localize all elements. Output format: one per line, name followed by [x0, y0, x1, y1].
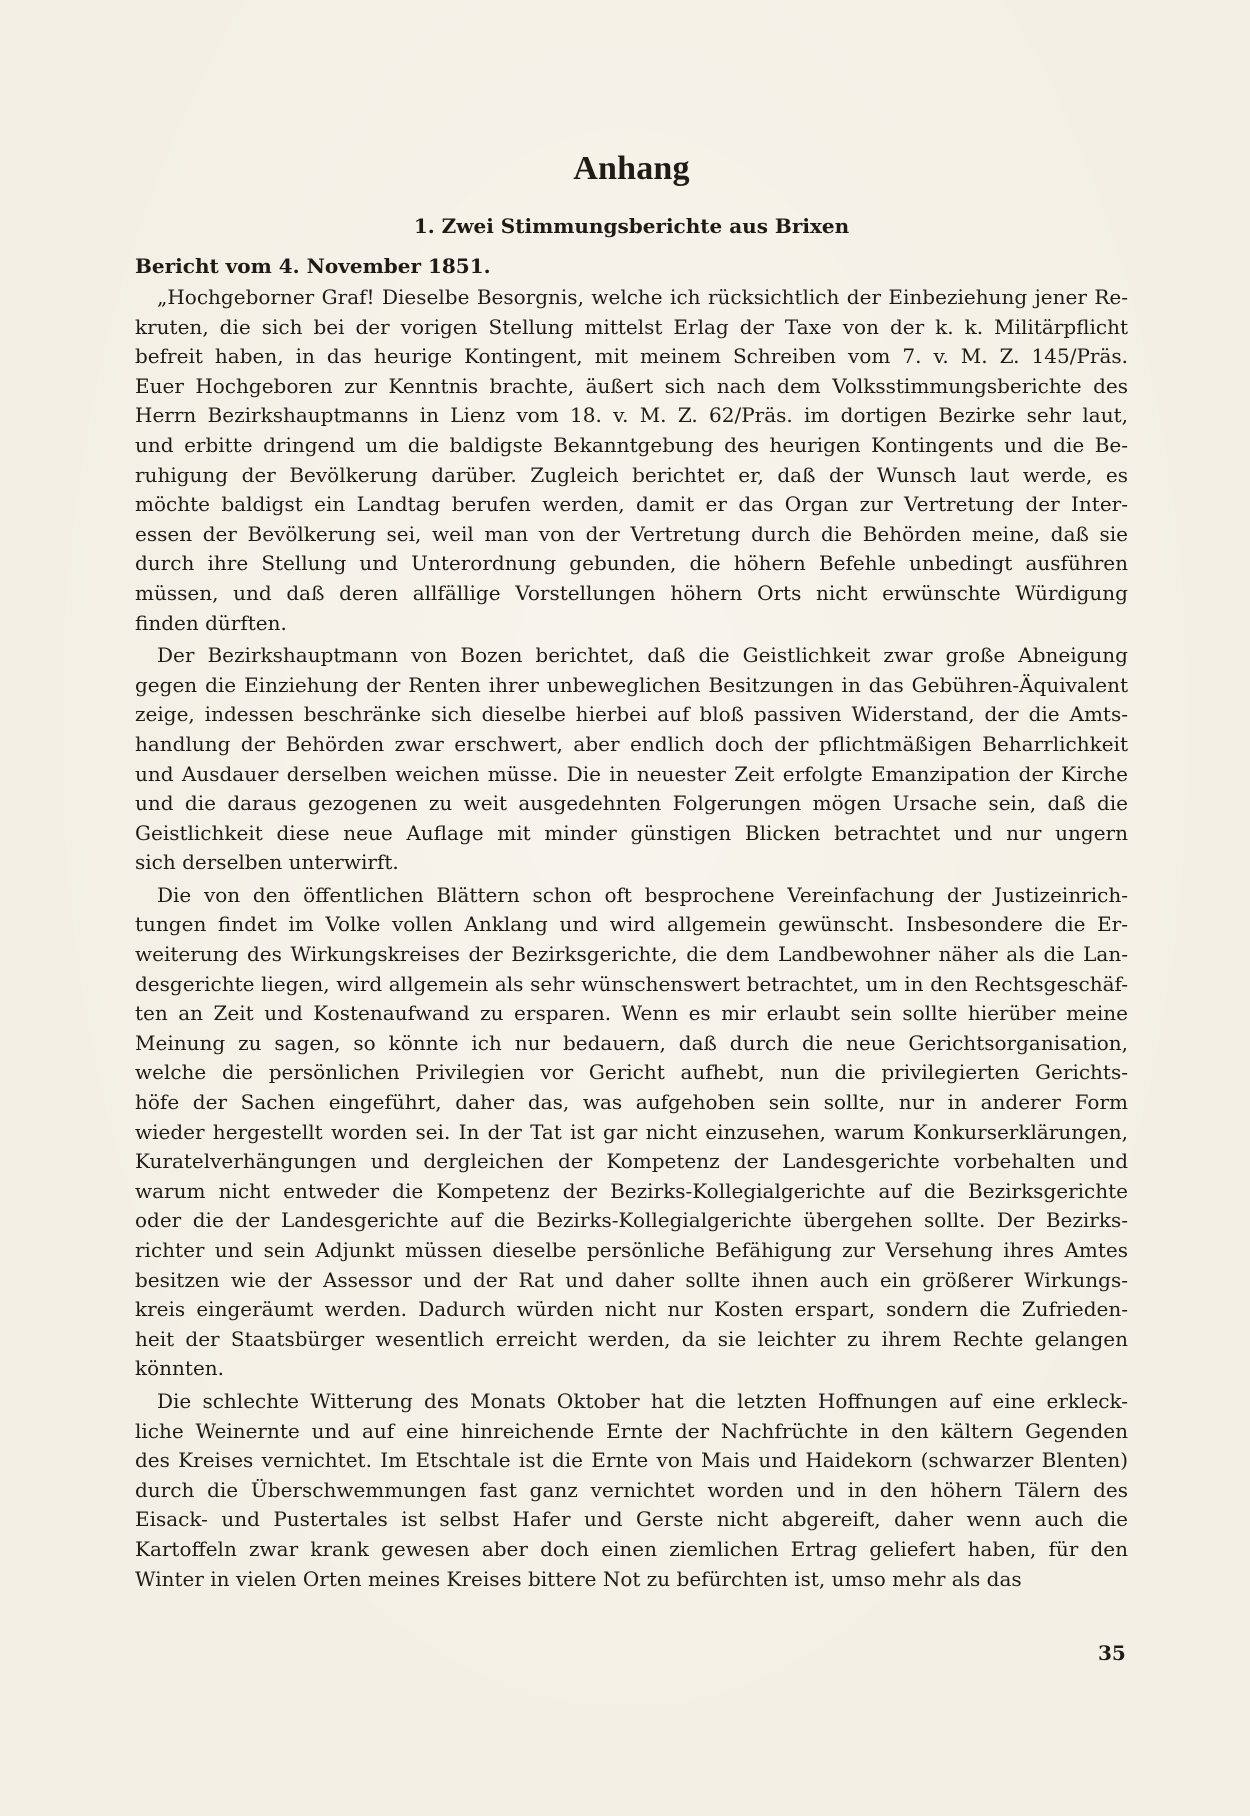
text-line: müssen, und daß deren allfällige Vorstellungen höhern Orts nicht erwünschte Würdigung	[135, 580, 1128, 605]
text-line: Kartoffeln zwar krank gewesen aber doch einen ziemlichen Ertrag geliefert haben, für den	[135, 1536, 1128, 1561]
text-line: besitzen wie der Assessor und der Rat und daher sollte ihnen auch ein größerer Wirkungs-	[135, 1267, 1128, 1292]
text-line: sich derselben unterwirft.	[135, 850, 399, 875]
page-heading: Anhang	[573, 150, 690, 187]
text-line: des Kreises vernichtet. Im Etschtale ist die Ernte von Mais und Haidekorn (schwarzer Blenten)	[135, 1448, 1128, 1473]
text-line: und Ausdauer derselben weichen müsse. Die in neuester Zeit erfolgte Emanzipation der Kirche	[135, 761, 1128, 786]
text-line: höfe der Sachen eingeführt, daher das, was aufgehoben sein sollte, nur in anderer Form	[135, 1090, 1128, 1115]
text-line: welche die persönlichen Privilegien vor Gericht aufhebt, nun die privilegierten Gerichts-	[135, 1060, 1128, 1085]
text-line: durch ihre Stellung und Unterordnung gebunden, die höhern Befehle unbedingt ausführen	[135, 551, 1128, 576]
paragraph	[135, 641, 1128, 878]
text-line: „Hochgeborner Graf! Dieselbe Besorgnis, welche ich rücksichtlich der Einbeziehung jener Re-	[157, 285, 1128, 309]
text-line: Die schlechte Witterung des Monats Oktober hat die letzten Hoffnungen auf eine erkleck-	[157, 1388, 1128, 1413]
page-number: 35	[1098, 1641, 1126, 1665]
text-line: zeige, indessen beschränke sich dieselbe hierbei auf bloß passiven Widerstand, der die Amts-	[135, 702, 1128, 727]
text-line: durch die Überschwemmungen fast ganz vernichtet worden und in den höhern Tälern des	[135, 1477, 1128, 1502]
text-line: gegen die Einziehung der Renten ihrer unbeweglichen Besitzungen in das Gebühren-Äquivalent	[135, 672, 1128, 697]
text-line: tungen findet im Volke vollen Anklang und wird allgemein gewünscht. Insbesondere die Er-	[135, 912, 1128, 937]
text-line: Die von den öffentlichen Blättern schon oft besprochene Vereinfachung der Justizeinrich-	[157, 882, 1128, 907]
paragraph	[135, 1387, 1128, 1594]
text-line: oder die der Landesgerichte auf die Bezirks-Kollegialgerichte übergehen sollte. Der Bezirks-	[135, 1208, 1128, 1233]
text-line: liche Weinernte und auf eine hinreichende Ernte der Nachfrüchte in den kältern Gegenden	[135, 1418, 1128, 1443]
text-line: wieder hergestellt worden sei. In der Tat ist gar nicht einzusehen, warum Konkurserklärungen,	[135, 1119, 1128, 1144]
text-line: Kuratelverhängungen und dergleichen der Kompetenz der Landesgerichte vorbehalten und	[135, 1149, 1128, 1174]
section-subheading: 1. Zwei Stimmungsberichte aus Brixen	[413, 214, 850, 238]
text-line: warum nicht entweder die Kompetenz der Bezirks-Kollegialgerichte auf die Bezirksgerichte	[135, 1178, 1128, 1203]
text-line: essen der Bevölkerung sei, weil man von der Vertretung durch die Behörden meine, daß sie	[135, 521, 1128, 546]
text-line: befreit haben, in das heurige Kontingent, mit meinem Schreiben vom 7. v. M. Z. 145/Präs.	[135, 344, 1128, 369]
text-line: Der Bezirkshauptmann von Bozen berichtet, daß die Geistlichkeit zwar große Abneigung	[157, 643, 1128, 668]
text-line: heit der Staatsbürger wesentlich erreicht werden, da sie leichter zu ihrem Rechte gelangen	[135, 1326, 1128, 1351]
text-line: handlung der Behörden zwar erschwert, aber endlich doch der pflichtmäßigen Beharrlichkeit	[135, 731, 1128, 756]
text-line: und die daraus gezogenen zu weit ausgedehnten Folgerungen mögen Ursache sein, daß die	[135, 791, 1128, 816]
body-text	[135, 283, 1128, 1597]
text-line: Geistlichkeit diese neue Auflage mit minder günstigen Blicken betrachtet und nur ungern	[135, 820, 1128, 845]
text-line: kruten, die sich bei der vorigen Stellung mittelst Erlag der Taxe von der k. k. Militärpflicht	[135, 314, 1128, 339]
text-line: Winter in vielen Orten meines Kreises bittere Not zu befürchten ist, umso mehr als das	[135, 1566, 1022, 1591]
text-line: finden dürften.	[135, 610, 287, 635]
text-line: und erbitte dringend um die baldigste Bekanntgebung des heurigen Kontingents und die Be-	[135, 432, 1128, 457]
text-line: ten an Zeit und Kostenaufwand zu ersparen. Wenn es mir erlaubt sein sollte hierüber meine	[135, 1001, 1128, 1026]
text-line: kreis eingeräumt werden. Dadurch würden nicht nur Kosten erspart, sondern die Zufrieden-	[135, 1297, 1128, 1322]
text-line: könnten.	[135, 1356, 225, 1381]
paragraph	[135, 283, 1128, 638]
text-line: desgerichte liegen, wird allgemein als sehr wünschenswert betrachtet, um in den Rechtsgeschäf-	[135, 971, 1128, 996]
paragraph	[135, 881, 1128, 1384]
text-line: richter und sein Adjunkt müssen dieselbe persönliche Befähigung zur Versehung ihres Amtes	[135, 1238, 1128, 1262]
text-line: Herrn Bezirkshauptmanns in Lienz vom 18. v. M. Z. 62/Präs. im dortigen Bezirke sehr laut,	[135, 403, 1128, 428]
text-line: möchte baldigst ein Landtag berufen werden, damit er das Organ zur Vertretung der Inter-	[135, 492, 1128, 517]
report-date: Bericht vom 4. November 1851.	[135, 254, 491, 278]
text-line: Euer Hochgeboren zur Kenntnis brachte, äußert sich nach dem Volksstimmungsberichte des	[135, 373, 1128, 398]
text-line: weiterung des Wirkungskreises der Bezirksgerichte, die dem Landbewohner näher als die Lan-	[135, 942, 1128, 967]
text-line: Meinung zu sagen, so könnte ich nur bedauern, daß durch die neue Gerichtsorganisation,	[135, 1030, 1128, 1055]
text-line: Eisack- und Pustertales ist selbst Hafer und Gerste nicht abgereift, daher wenn auch die	[135, 1507, 1128, 1532]
text-line: ruhigung der Bevölkerung darüber. Zugleich berichtet er, daß der Wunsch laut werde, es	[135, 462, 1128, 487]
